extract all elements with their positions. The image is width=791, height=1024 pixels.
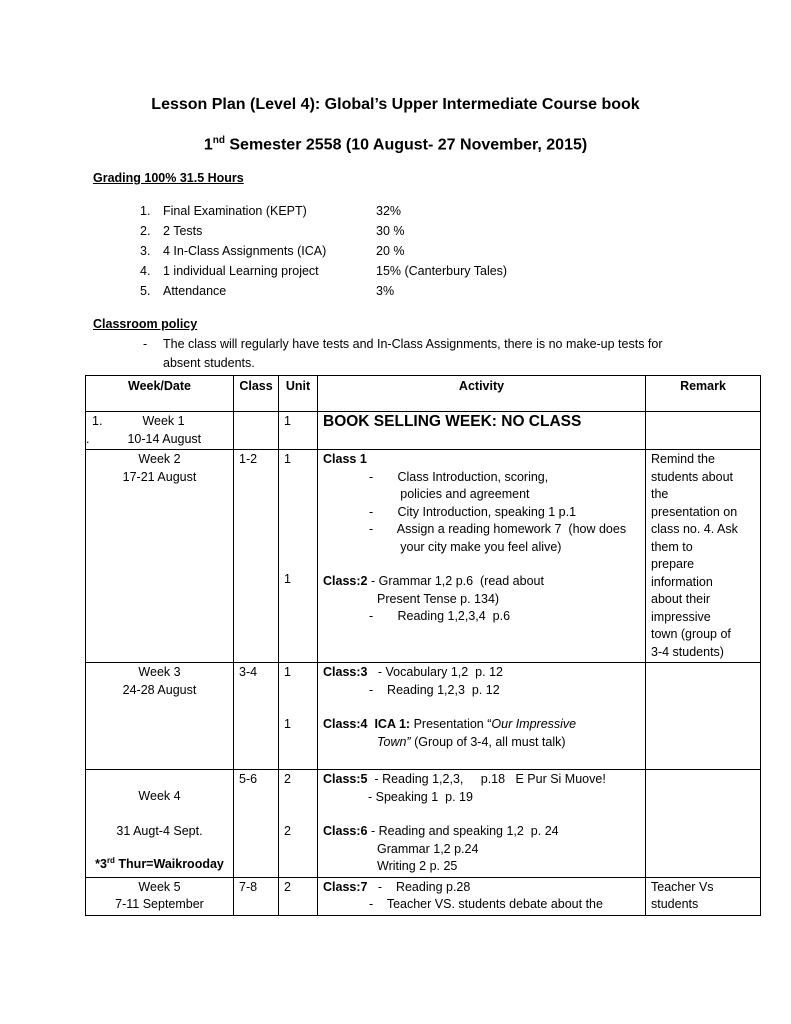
- activity-item: - City Introduction, speaking 1 p.1: [369, 504, 577, 519]
- grading-item-percent: 32%: [376, 204, 402, 218]
- no-class-notice: BOOK SELLING WEEK: NO CLASS: [323, 413, 582, 430]
- activity-item: - Vocabulary 1,2 p. 12: [367, 665, 503, 679]
- week-label: Week 5: [138, 879, 181, 894]
- semester-ordinal: nd: [212, 135, 225, 146]
- holiday-ordinal: rd: [106, 856, 115, 865]
- column-header-unit: Unit: [279, 376, 318, 412]
- grading-item-number: 3.: [140, 244, 151, 258]
- activity-item: Present Tense p. 134): [377, 591, 500, 606]
- remark-line: them to: [651, 539, 693, 554]
- class-line: [323, 664, 640, 682]
- remark-line: town (group of: [651, 627, 731, 641]
- unit-cell: 1: [279, 412, 318, 450]
- table-row: [86, 412, 761, 450]
- week-line: [86, 413, 228, 431]
- unit-cell: [279, 770, 318, 878]
- activity-item: Writing 2 p. 25: [377, 859, 458, 873]
- table-header-row: [86, 376, 761, 412]
- week-date: 17-21 August: [122, 469, 197, 484]
- document-title: Lesson Plan (Level 4): Global’s Upper Intermediate Course book: [151, 96, 640, 113]
- class-label: Class 1: [323, 452, 367, 466]
- holiday-star: *3: [95, 857, 107, 872]
- policy-text: [143, 335, 703, 373]
- grading-item-number: 2.: [140, 224, 151, 238]
- activity-item: your city make you feel alive): [369, 539, 562, 554]
- remark-cell: [646, 412, 761, 450]
- class-cell: [234, 412, 279, 450]
- remark-cell: [646, 770, 761, 878]
- activity-item: - Reading 1,2,3 p. 12: [369, 682, 500, 697]
- remark-line: class no. 4. Ask: [651, 522, 738, 536]
- activity-item: - Assign a reading homework 7 (how does: [369, 522, 627, 536]
- remark-line: presentation on: [651, 504, 738, 519]
- activity-item: policies and agreement: [369, 487, 530, 501]
- activity-item: - Reading 1,2,3,4 p.6: [369, 609, 511, 623]
- activity-item: Presentation “: [410, 717, 492, 731]
- grading-item-number: 4.: [140, 264, 151, 278]
- week-date: 31 Augt-4 Sept.: [116, 823, 203, 838]
- class-label: Class:7: [323, 879, 368, 894]
- remark-line: students: [651, 897, 699, 911]
- class-cell: 7-8: [234, 877, 279, 915]
- week-number: 1.: [92, 414, 103, 428]
- remark-line: impressive: [651, 609, 711, 624]
- class-label: Class:5: [323, 772, 368, 786]
- activity-item-italic: Our Impressive: [491, 717, 577, 731]
- policy-line-2: absent students.: [163, 356, 255, 370]
- remark-line: the: [651, 487, 669, 501]
- unit-cell: 2: [279, 877, 318, 915]
- class-label: Class:4: [323, 717, 368, 731]
- grading-item-percent: 3%: [376, 284, 395, 298]
- grading-heading: Grading 100% 31.5 Hours: [93, 171, 244, 185]
- week-label: Week 1: [142, 414, 185, 428]
- unit-value: 2: [284, 772, 291, 786]
- semester-text: Semester 2558 (10 August- 27 November, 2015): [224, 136, 588, 154]
- semester-number: 1: [203, 136, 213, 154]
- column-header-activity: Activity: [318, 376, 646, 412]
- activity-cell: [318, 412, 646, 450]
- remark-line: about their: [651, 592, 711, 606]
- column-header-remark: Remark: [646, 376, 761, 412]
- class-line: [323, 879, 640, 897]
- activity-cell: [318, 877, 646, 915]
- remark-cell: [646, 877, 761, 915]
- grading-item-label: 2 Tests: [163, 224, 203, 238]
- date-line: [86, 431, 228, 449]
- policy-line-1: The class will regularly have tests and In-Class Assignments, there is no make-up tests for: [163, 337, 663, 351]
- remark-cell: [646, 450, 761, 663]
- activity-item: - Reading p.28: [367, 879, 471, 894]
- class-label: Class:3: [323, 665, 368, 679]
- week-cell: [86, 770, 234, 878]
- semester-line: [0, 135, 791, 154]
- class-line: [323, 771, 640, 789]
- week-date: 7-11 September: [115, 897, 204, 911]
- week-cell: [86, 877, 234, 915]
- activity-item: (Group of 3-4, all must talk): [410, 734, 566, 749]
- column-header-class: Class: [234, 376, 279, 412]
- activity-item-italic: Town”: [377, 734, 411, 749]
- grading-item-number: 1.: [140, 204, 151, 218]
- week-date: 10-14 August: [127, 431, 202, 446]
- policy-heading: Classroom policy: [93, 317, 198, 331]
- class-label: Class:2: [323, 574, 368, 588]
- unit-value: 1: [284, 571, 291, 586]
- table-row: [86, 877, 761, 915]
- grading-item-number: 5.: [140, 284, 151, 298]
- ica-label: ICA 1:: [374, 717, 411, 731]
- table-row: [86, 663, 761, 770]
- lesson-plan-table: [85, 375, 761, 916]
- week-date: 24-28 August: [122, 682, 197, 697]
- column-header-week: Week/Date: [86, 376, 234, 412]
- unit-value: 2: [284, 823, 291, 838]
- unit-value: 1: [284, 716, 291, 731]
- grading-item-percent: 20 %: [376, 244, 405, 258]
- activity-item: - Class Introduction, scoring,: [369, 469, 549, 484]
- week-label: Week 4: [138, 789, 181, 803]
- class-cell: 5-6: [234, 770, 279, 878]
- activity-item: - Reading and speaking 1,2 p. 24: [367, 824, 559, 838]
- grading-item-label: 4 In-Class Assignments (ICA): [163, 244, 327, 258]
- holiday-note: [91, 852, 228, 874]
- activity-item: - Teacher VS. students debate about the: [369, 897, 603, 911]
- grading-item-label: 1 individual Learning project: [163, 264, 319, 278]
- activity-item: - Grammar 1,2 p.6 (read about: [367, 574, 544, 588]
- activity-item: - Speaking 1 p. 19: [368, 789, 473, 804]
- activity-cell: [318, 663, 646, 770]
- remark-line: 3-4 students): [651, 644, 724, 659]
- activity-cell: [318, 770, 646, 878]
- activity-item: Grammar 1,2 p.24: [377, 841, 479, 856]
- unit-value: 1: [284, 452, 291, 466]
- remark-line: Teacher Vs: [651, 879, 714, 894]
- grading-item-percent: 30 %: [376, 224, 405, 238]
- week-cell: [86, 450, 234, 663]
- activity-cell: [318, 450, 646, 663]
- activity-item: - Reading 1,2,3, p.18 E Pur Si Muove!: [367, 772, 606, 786]
- grading-item-percent: 15% (Canterbury Tales): [376, 264, 508, 278]
- week-cell: [86, 663, 234, 770]
- class-line: [323, 823, 640, 841]
- grading-item-label: Final Examination (KEPT): [163, 204, 307, 218]
- grading-item-label: Attendance: [163, 284, 227, 298]
- class-line: [323, 734, 640, 752]
- class-label: Class:6: [323, 824, 368, 838]
- remark-line: Remind the: [651, 452, 715, 466]
- remark-line: prepare: [651, 557, 695, 571]
- row-dot: .: [86, 431, 90, 446]
- remark-line: information: [651, 574, 713, 589]
- unit-cell: [279, 450, 318, 663]
- week-label: Week 3: [138, 665, 181, 679]
- class-cell: 3-4: [234, 663, 279, 770]
- remark-cell: [646, 663, 761, 770]
- unit-value: 1: [284, 665, 291, 679]
- table-row: [86, 450, 761, 663]
- policy-dash: -: [143, 337, 148, 351]
- week-cell: [86, 412, 234, 450]
- week-label: Week 2: [138, 452, 181, 466]
- table-row: [86, 770, 761, 878]
- holiday-text: Thur=Waikrooday: [114, 857, 224, 872]
- remark-line: students about: [651, 469, 734, 484]
- unit-cell: [279, 663, 318, 770]
- class-cell: 1-2: [234, 450, 279, 663]
- class-line: [323, 716, 640, 734]
- class-line: [323, 573, 640, 591]
